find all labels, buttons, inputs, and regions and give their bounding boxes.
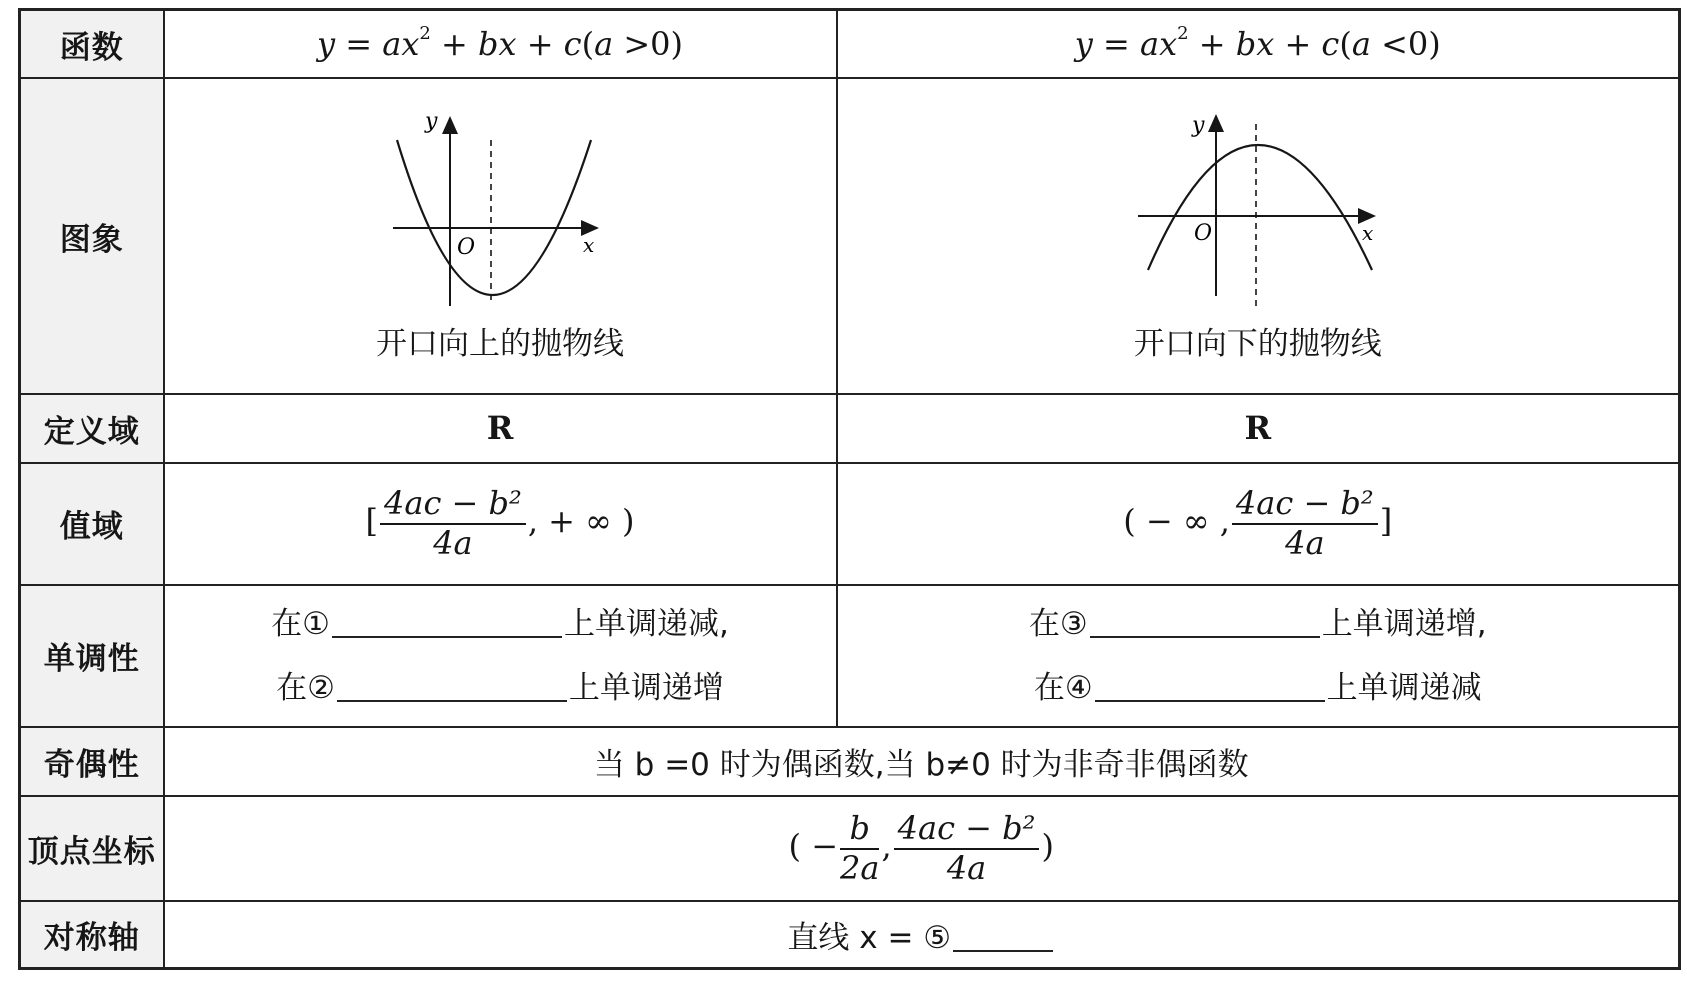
range-row (20, 463, 1680, 585)
fraction-numerator: 4ac − b² (1232, 487, 1378, 525)
fraction-denominator: 2a (840, 848, 880, 887)
fraction-numerator: b (840, 812, 879, 850)
domain-value-positive: R (164, 394, 837, 463)
origin-label: O (457, 234, 476, 260)
fraction-numerator: 4ac − b² (894, 812, 1040, 850)
vertex-fraction-x (840, 808, 880, 887)
blank-suffix-4: 上单调递减 (1326, 669, 1482, 706)
caption-downward: 开口向下的抛物线 (1133, 325, 1382, 362)
origin-label: O (1193, 220, 1212, 246)
monotonic-negative (837, 585, 1680, 727)
header-label: 函数 (20, 10, 164, 79)
blank-5-input[interactable] (953, 949, 1053, 952)
parity-value: 当 b =0 时为偶函数,当 b≠0 时为非奇非偶函数 (164, 727, 1680, 797)
range-close-bracket: ] (1379, 502, 1393, 541)
downward-parabola-graph (1128, 110, 1388, 310)
domain-value-negative: R (837, 394, 1680, 463)
x-axis-label: x (583, 232, 595, 257)
blank-suffix-2: 上单调递增 (568, 669, 724, 706)
blank-4-input[interactable] (1095, 699, 1325, 702)
axis-prefix: 直线 x = ⑤ (787, 919, 952, 956)
monotonic-positive (164, 585, 837, 727)
graph-row (20, 78, 1680, 394)
range-value-positive (164, 463, 837, 585)
header-row (20, 10, 1680, 79)
fraction-numerator: 4ac − b² (380, 487, 526, 525)
graph-upward-cell (164, 78, 837, 394)
axis-value (164, 901, 1680, 969)
monotonic-line-4 (838, 656, 1679, 720)
x-axis-label: x (1361, 220, 1374, 245)
upward-parabola-graph (385, 110, 615, 310)
parity-label: 奇偶性 (20, 727, 164, 797)
vertex-label: 顶点坐标 (20, 796, 164, 901)
parity-row (20, 727, 1680, 797)
parabola-curve (1148, 145, 1372, 270)
blank-prefix-3: 在③ (1028, 605, 1088, 642)
blank-prefix-2: 在② (276, 669, 335, 706)
parabola-curve (397, 140, 591, 295)
domain-row (20, 394, 1680, 463)
header-a-negative: $y = ax^2$ + bx + c(a <0) (837, 10, 1680, 79)
blank-suffix-1: 上单调递减, (563, 605, 729, 642)
monotonic-line-3 (838, 592, 1679, 656)
vertex-fraction-y (894, 808, 1040, 887)
y-axis-label: y (1191, 112, 1205, 138)
range-head: ( − ∞ , (1123, 502, 1230, 541)
quadratic-function-properties-table (18, 8, 1681, 970)
monotonic-label: 单调性 (20, 585, 164, 727)
fraction-denominator: 4a (946, 848, 987, 887)
monotonic-line-1 (165, 592, 836, 656)
vertex-value (164, 796, 1680, 901)
range-fraction (380, 484, 526, 562)
range-label: 值域 (20, 463, 164, 585)
axis-row (20, 901, 1680, 969)
blank-2-input[interactable] (337, 699, 567, 702)
monotonic-line-2 (165, 656, 836, 720)
vertex-comma: , (881, 827, 892, 866)
vertex-open: ( − (788, 827, 839, 866)
blank-suffix-3: 上单调递增, (1321, 605, 1487, 642)
blank-prefix-1: 在① (271, 605, 330, 642)
blank-prefix-4: 在④ (1033, 669, 1093, 706)
y-axis-label: y (425, 109, 438, 134)
fraction-denominator: 4a (1285, 523, 1325, 562)
graph-downward-cell (837, 78, 1680, 394)
blank-3-input[interactable] (1090, 635, 1320, 638)
range-value-negative (837, 463, 1680, 585)
monotonic-row (20, 585, 1680, 727)
domain-label: 定义域 (20, 394, 164, 463)
header-a-positive: $y = ax^2$ + bx + c(a >0) (164, 10, 837, 79)
vertex-row (20, 796, 1680, 901)
blank-1-input[interactable] (332, 635, 562, 638)
range-fraction (1232, 484, 1378, 562)
graph-label: 图象 (20, 78, 164, 394)
range-tail: , + ∞ ) (527, 502, 635, 541)
caption-upward: 开口向上的抛物线 (376, 325, 624, 362)
fraction-denominator: 4a (433, 523, 473, 562)
range-open-bracket: [ (365, 502, 378, 541)
axis-label: 对称轴 (20, 901, 164, 969)
vertex-close: ) (1041, 827, 1054, 866)
